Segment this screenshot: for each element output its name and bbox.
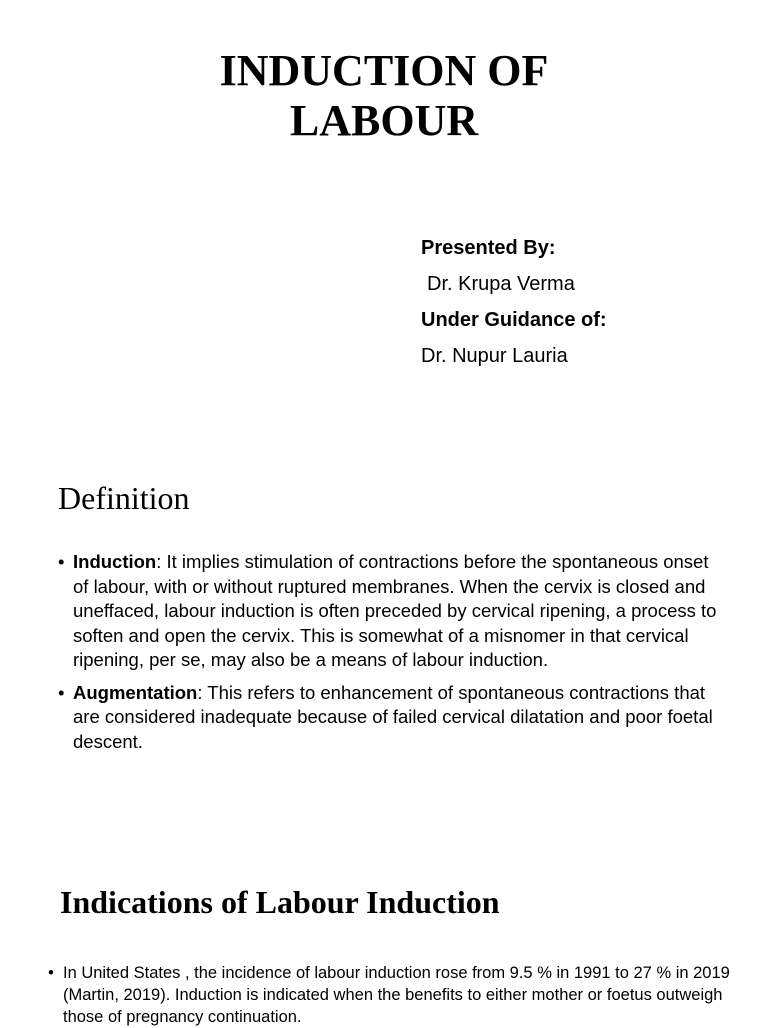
- list-item: [58, 550, 728, 673]
- bullet-icon: •: [58, 681, 65, 703]
- guide-name: Dr. Nupur Lauria: [421, 345, 568, 367]
- term-induction: Induction: [73, 551, 157, 572]
- definition-heading: Definition: [58, 480, 190, 516]
- bullet-icon: •: [58, 551, 65, 572]
- list-item: [58, 681, 728, 755]
- indication-text: In United States , the incidence of labour induction rose from 9.5 % in 1991 to 27 % in 2019 (Martin, 2019). Induction is indicated when the benefits to either mother or foetus outweigh those of pregnancy continuation.: [63, 964, 730, 1026]
- indications-list: [48, 962, 738, 1028]
- title-slide: [0, 0, 768, 440]
- list-item: [48, 962, 738, 1028]
- guidance-label: Under Guidance of:: [421, 309, 607, 331]
- definition-list: [58, 550, 728, 762]
- definition-text: : It implies stimulation of contractions before the spontaneous onset of labour, with or without ruptured membranes. When the cervix is closed and uneffaced, labour induction is often preceded by cervical ripening, a process to soften and open the cervix. This is somewhat of a misnomer in that cervical ripening, per se, may also be a means of labour induction.: [73, 551, 717, 670]
- term-augmentation: Augmentation: [73, 681, 198, 703]
- presenter-block: [421, 230, 607, 374]
- definition-text: : This refers to enhancement of spontaneous contractions that are considered inadequate because of failed cervical dilatation and poor foetal descent.: [73, 681, 713, 752]
- presenter-name: Dr. Krupa Verma: [427, 273, 575, 295]
- slide-title: [0, 46, 768, 146]
- definition-slide: [0, 440, 768, 800]
- title-line-2: LABOUR: [289, 96, 479, 145]
- title-line-1: INDUCTION OF: [219, 46, 549, 95]
- presented-by-label: Presented By:: [421, 237, 556, 259]
- indications-slide: [0, 840, 768, 1024]
- indications-heading: Indications of Labour Induction: [60, 884, 500, 920]
- bullet-icon: •: [48, 964, 54, 982]
